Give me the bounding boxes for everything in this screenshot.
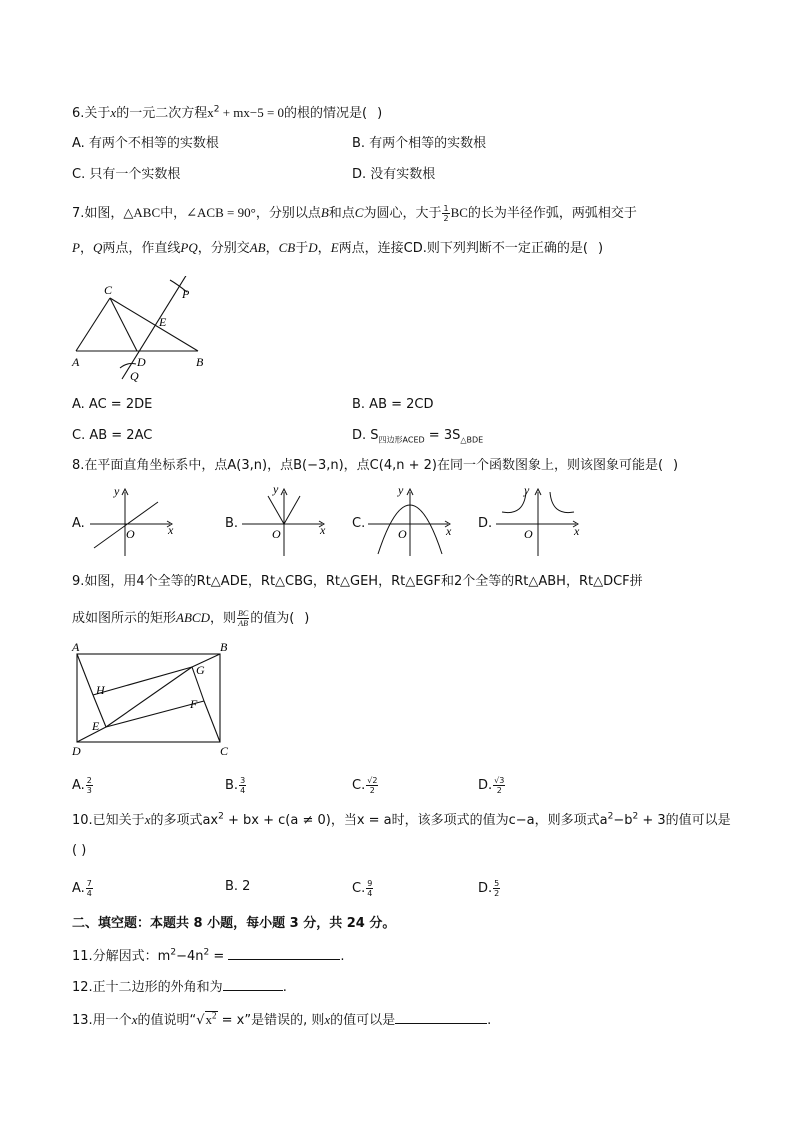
q9-text: 的值为( xyxy=(250,611,295,626)
q8-graph-c xyxy=(366,480,458,558)
q7-option-d-text: D. S xyxy=(352,428,379,443)
q7-var: C xyxy=(354,205,364,220)
q9-opt-c-den: 2 xyxy=(369,786,375,795)
q6-close: ) xyxy=(377,106,383,121)
q9-rect: ABCD xyxy=(176,610,210,625)
q13-var: x xyxy=(131,1012,138,1027)
q8-graph-d xyxy=(494,480,586,558)
q9-opt-label: B. xyxy=(225,778,239,793)
q9-opt-label: D. xyxy=(478,778,493,793)
q10-option-c xyxy=(352,879,374,898)
q6-eq: + mx−5 = 0 xyxy=(219,105,285,120)
q9-stem-line1: 9.如图，用4个全等的Rt△ADE，Rt△CBG，Rt△GEH，Rt△EGF和2个全等的Rt△ABH，Rt△DCF拼 xyxy=(72,574,643,589)
q10-opt-d-den: 2 xyxy=(494,889,500,898)
q7-text: ， xyxy=(79,241,93,256)
q6-eq-sup: 2 xyxy=(213,104,220,115)
q13-sqrt-sign: √ xyxy=(196,1013,205,1028)
q8-d-x: x xyxy=(574,524,580,538)
q7-text: 两点，作直线 xyxy=(102,241,181,256)
q13-answer-blank[interactable] xyxy=(395,1011,487,1024)
q11-text: −4n xyxy=(176,949,204,964)
q10-var: x xyxy=(144,812,151,827)
q7-label-a: A xyxy=(72,355,80,369)
q7-option-d-text: = 3S xyxy=(424,428,461,443)
q6-text: 6.关于 xyxy=(72,106,111,121)
q11-text: = xyxy=(209,949,229,964)
q7-text: 的长为半径作弧，两弧相交于 xyxy=(467,206,637,221)
q12 xyxy=(72,978,287,996)
q10-stem-line2: ( ) xyxy=(72,843,87,858)
q8-a-line xyxy=(94,502,158,548)
q7-text: 和点 xyxy=(328,206,355,221)
q6-option-d: D. 没有实数根 xyxy=(352,167,436,182)
q9-label-d: D xyxy=(72,744,81,758)
q9-label-e: E xyxy=(92,719,100,733)
q10-opt-a-frac xyxy=(86,879,93,898)
q6-stem xyxy=(72,105,382,122)
q10-stem-line1 xyxy=(72,812,731,829)
q9-opt-c-frac xyxy=(366,776,378,795)
q7-label-c: C xyxy=(104,283,113,297)
q8-stem xyxy=(72,458,678,474)
q7-label-d: D xyxy=(137,355,146,369)
q8-d-o: O xyxy=(524,527,533,541)
q10-text: + 3的值可以是 xyxy=(638,813,731,828)
q7-text: 两点，连接CD.则下列判断不一定正确的是( xyxy=(338,241,588,256)
q7-frac-num: 1 xyxy=(443,204,449,213)
q10-opt-d-frac xyxy=(493,879,500,898)
q7-text: ， xyxy=(317,241,331,256)
q8-c-x: x xyxy=(446,524,452,538)
q7-var: D xyxy=(308,240,318,255)
q7-option-d-sub: △BDE xyxy=(460,435,484,445)
q7-text: 于 xyxy=(295,241,309,256)
q8-d-branch-left xyxy=(502,492,526,513)
q8-a-o: O xyxy=(126,527,135,541)
q9-label-b: B xyxy=(220,640,228,654)
q7-var: B xyxy=(320,205,329,220)
q8-option-b-label: B. xyxy=(225,516,239,531)
q10-opt-c-frac xyxy=(366,879,373,898)
q9-frac-num: BC xyxy=(237,609,249,618)
q7-arc-q xyxy=(120,364,136,369)
q9-option-b xyxy=(225,776,247,795)
q6-eq: x xyxy=(207,105,214,120)
q13-text: 的值可以是 xyxy=(330,1013,396,1028)
q9-opt-d-den: 2 xyxy=(496,786,502,795)
q7-option-b: B. AB = 2CD xyxy=(352,397,434,412)
q7-close: ) xyxy=(597,241,604,256)
q7-text: 中， xyxy=(160,206,187,221)
q9-option-a xyxy=(72,776,94,795)
q8-a-x: x xyxy=(168,523,174,537)
q13-text: 13.用一个 xyxy=(72,1013,132,1028)
q7-tri: △ABC xyxy=(123,205,161,220)
q7-side-ac xyxy=(76,298,110,351)
q7-angle: ∠ACB = 90° xyxy=(186,205,256,220)
q9-stem-line2 xyxy=(72,609,309,628)
q13-sqrt-body xyxy=(205,1011,218,1027)
q7-option-a: A. AC = 2DE xyxy=(72,397,153,412)
q10-opt-c-num: 9 xyxy=(367,879,373,888)
q10-sup: 2 xyxy=(607,811,614,822)
q10-opt-label: C. xyxy=(352,881,366,896)
q7-label-b: B xyxy=(196,355,204,369)
q8-a-y: y xyxy=(114,484,120,498)
q13-var: x xyxy=(324,1012,331,1027)
q9-label-f: F xyxy=(190,697,198,711)
q13 xyxy=(72,1011,491,1029)
q10-text: 的多项式ax xyxy=(150,813,219,828)
q9-opt-b-frac xyxy=(239,776,246,795)
q8-close: ) xyxy=(673,458,679,473)
q8-b-x: x xyxy=(320,523,326,537)
q9-text: ，则 xyxy=(209,611,236,626)
q7-var: E xyxy=(330,240,339,255)
q9-text: 成如图所示的矩形 xyxy=(72,611,177,626)
q9-label-h: H xyxy=(96,683,105,697)
q8-graph-b xyxy=(238,482,330,558)
q8-b-line-left xyxy=(268,496,284,524)
q6-option-a: A. 有两个不相等的实数根 xyxy=(72,136,219,151)
q13-end: . xyxy=(487,1013,492,1028)
q11-end: . xyxy=(340,949,345,964)
q9-option-d xyxy=(478,776,506,795)
q10-opt-a-num: 7 xyxy=(86,879,92,888)
q9-opt-a-den: 3 xyxy=(86,786,92,795)
q11-sup: 2 xyxy=(203,947,210,958)
q9-fraction xyxy=(237,609,249,628)
q9-opt-b-den: 4 xyxy=(240,786,246,795)
q9-opt-label: A. xyxy=(72,778,85,793)
q10-text: + bx + c(a ≠ 0)，当x = a时，该多项式的值为c−a，则多项式a xyxy=(223,813,608,828)
q10-opt-label: A. xyxy=(72,881,85,896)
q7-fraction xyxy=(442,204,449,223)
q10-opt-d-num: 5 xyxy=(494,879,500,888)
q6-text: 的一元二次方程 xyxy=(116,106,208,121)
q11-text: 11.分解因式：m xyxy=(72,949,171,964)
q9-opt-c-num: √2 xyxy=(367,776,378,785)
q7-text: ， xyxy=(265,241,279,256)
q10-opt-a-den: 4 xyxy=(86,889,92,898)
q7-var: AB xyxy=(249,240,266,255)
q8-text: 8.在平面直角坐标系中，点A(3,n)，点B(−3,n)，点C(4,n + 2)在同一个函数图象上，则该图象可能是( xyxy=(72,458,664,473)
q8-option-c-label: C. xyxy=(352,516,366,531)
q10-sup: 2 xyxy=(632,811,639,822)
q13-text: = x”是错误的, 则 xyxy=(217,1013,325,1028)
q7-text: ，分别交 xyxy=(197,241,250,256)
q8-d-branch-right xyxy=(550,492,574,513)
q10-opt-label: D. xyxy=(478,881,493,896)
q8-c-o: O xyxy=(398,527,407,541)
q9-opt-d-num: √3 xyxy=(494,776,505,785)
q6-text: 的根的情况是( xyxy=(284,106,368,121)
q8-b-line-right xyxy=(284,496,300,524)
q10-text: 10.已知关于 xyxy=(72,813,145,828)
q12-answer-blank[interactable] xyxy=(223,978,283,991)
q7-label-q: Q xyxy=(130,369,139,383)
q10-sup: 2 xyxy=(218,811,224,822)
q12-text: 12.正十二边形的外角和为 xyxy=(72,980,223,995)
q9-label-g: G xyxy=(196,663,205,677)
q10-option-b: B. 2 xyxy=(225,879,251,894)
q7-var: P xyxy=(72,240,80,255)
q9-label-c: C xyxy=(220,744,229,758)
q7-text: ，分别以点 xyxy=(255,206,321,221)
q8-option-a-label: A. xyxy=(72,516,85,531)
q11 xyxy=(72,947,345,965)
q9-opt-a-num: 2 xyxy=(86,776,92,785)
q9-label-a: A xyxy=(72,640,80,654)
q13-sqrt-sup: 2 xyxy=(212,1010,217,1021)
q7-text: 为圆心，大于 xyxy=(363,206,442,221)
q7-option-d xyxy=(352,428,483,444)
q7-label-e: E xyxy=(159,315,167,329)
q9-opt-d-frac xyxy=(493,776,505,795)
q8-option-d-label: D. xyxy=(478,516,493,531)
q9-opt-label: C. xyxy=(352,778,366,793)
q7-option-c: C. AB = 2AC xyxy=(72,428,153,443)
q7-var: CB xyxy=(278,240,296,255)
section-2-heading: 二、填空题：本题共 8 小题，每小题 3 分，共 24 分。 xyxy=(72,916,396,931)
q7-frac-den: 2 xyxy=(443,214,449,223)
q7-text: 7.如图， xyxy=(72,206,124,221)
q7-label-p: P xyxy=(182,287,190,301)
q6-option-c: C. 只有一个实数根 xyxy=(72,167,181,182)
q8-c-y: y xyxy=(398,483,404,497)
q11-answer-blank[interactable] xyxy=(228,947,340,960)
q10-opt-c-den: 4 xyxy=(367,889,373,898)
q8-b-o: O xyxy=(272,527,281,541)
q11-sup: 2 xyxy=(170,947,177,958)
q10-option-a xyxy=(72,879,94,898)
q6-option-b: B. 有两个相等的实数根 xyxy=(352,136,487,151)
q13-sqrt-var: x xyxy=(205,1012,213,1027)
q8-b-y: y xyxy=(273,482,279,496)
q6-var: x xyxy=(110,105,117,120)
q7-stem-line1 xyxy=(72,204,637,223)
q9-frac-den: AB xyxy=(238,619,248,628)
q9-close: ) xyxy=(304,611,310,626)
q12-end: . xyxy=(282,980,287,995)
q9-opt-a-frac xyxy=(86,776,93,795)
q8-graph-a xyxy=(88,482,180,558)
q7-var: PQ xyxy=(180,240,198,255)
q7-option-d-sub: 四边形ACED xyxy=(378,435,425,445)
q9-opt-b-num: 3 xyxy=(240,776,246,785)
q7-stem-line2 xyxy=(72,240,603,257)
q10-text: −b xyxy=(613,813,633,828)
q13-text: 的值说明“ xyxy=(137,1013,197,1028)
q7-figure xyxy=(66,276,216,384)
q7-var: Q xyxy=(92,240,103,255)
q7-bc: BC xyxy=(450,205,468,220)
q9-figure xyxy=(66,638,242,762)
q10-option-d xyxy=(478,879,501,898)
q9-option-c xyxy=(352,776,379,795)
q8-d-y: y xyxy=(524,483,530,497)
